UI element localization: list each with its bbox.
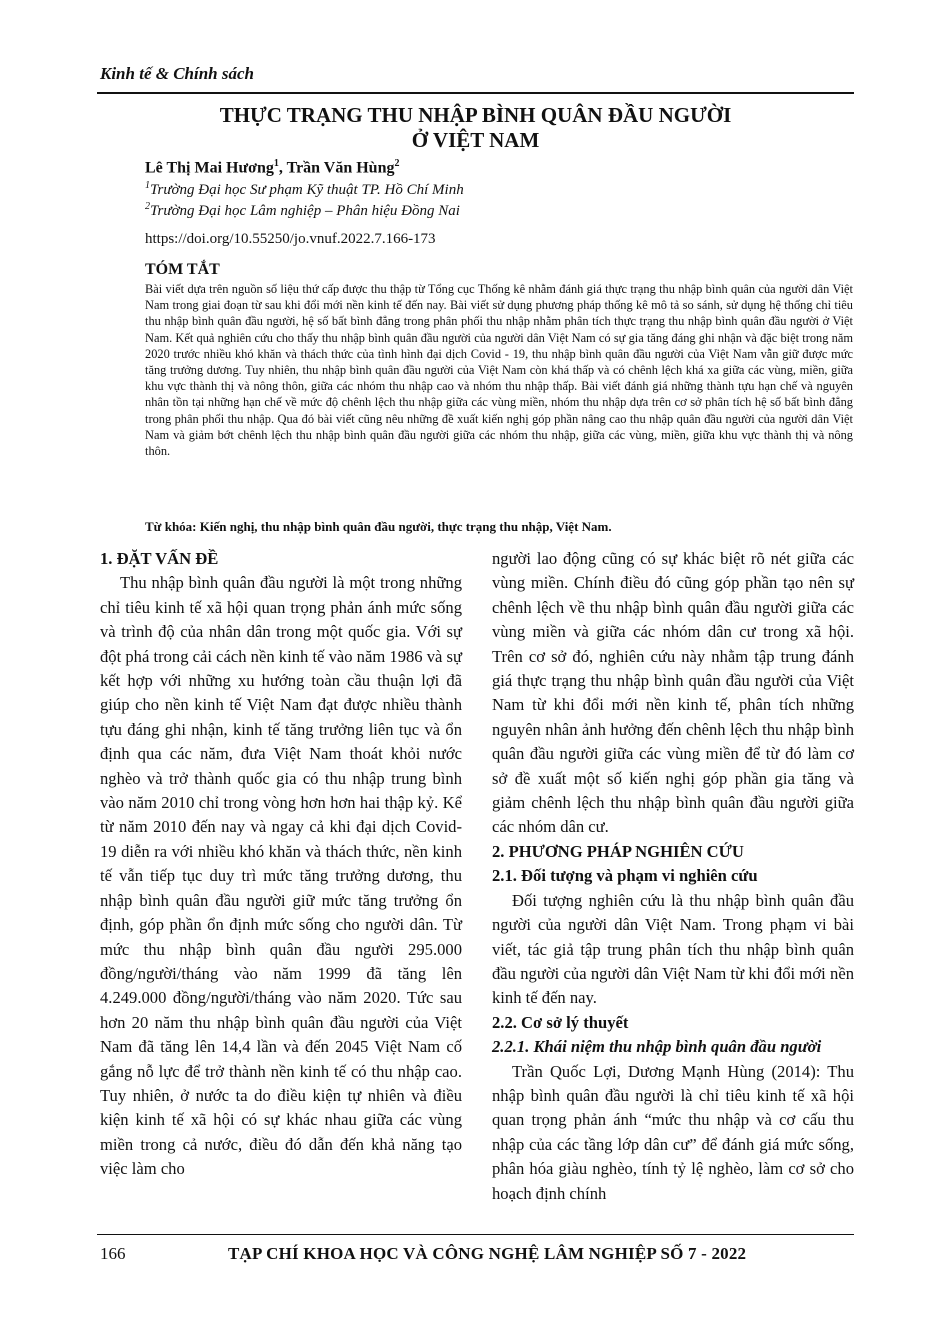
keywords: Từ khóa: Kiến nghị, thu nhập bình quân đầu người, thực trạng thu nhập, Việt Nam. (145, 519, 612, 534)
section-1-paragraph-1: Thu nhập bình quân đầu người là một trong những chỉ tiêu kinh tế xã hội quan trọng phản ánh mức sống và trình độ của nhân dân trong một quốc gia. Với sự đột phá trong cải cách nền kinh tế vào năm 1986 và sự kết hợp với những xu hướng toàn cầu thuận lợi đã giúp cho nền kinh tế Việt Nam đạt được nhiều thành tựu đáng ghi nhận, kinh tế tăng trưởng liên tục và ổn định qua các năm, đưa Việt Nam thoát khỏi nước nghèo và trở thành quốc gia có thu nhập trung bình vào năm 2010 chỉ trong vòng hơn hơn hai thập kỷ. Kể từ năm 2010 đến nay và ngay cả khi đại dịch Covid-19 diễn ra với nhiều khó khăn và thách thức, nền kinh tế vẫn tiếp tục duy trì mức tăng trưởng dương, thu nhập bình quân đầu người giữ mức tăng trưởng ổn định, góp phần ổn định mức sống cho người dân. Từ mức thu nhập bình quân đầu người 295.000 đồng/người/tháng vào năm 1999 đã tăng lên 4.249.000 đồng/người/tháng vào năm 2020. Tức sau hơn 20 năm thu nhập bình quân đầu người của Việt Nam đã tăng lên 14,4 lần và đến 2045 Việt Nam cố gắng nỗ lực để trở thành nền kinh tế có thu nhập cao. Tuy nhiên, ở nước ta do điều kiện tự nhiên và điều kiện kinh tế xã hội có sự khác nhau giữa các vùng miền trong cả nước, điều đó dẫn đến khả năng tạo việc làm cho (100, 573, 462, 1179)
header-rule (97, 92, 854, 94)
section-2-heading: 2. PHƯƠNG PHÁP NGHIÊN CỨU (492, 841, 744, 861)
authors (145, 158, 399, 177)
section-2-2-heading: 2.2. Cơ sở lý thuyết (492, 1012, 629, 1032)
abstract-heading: TÓM TẮT (145, 261, 220, 278)
left-column (100, 547, 462, 1182)
affiliation-1-text: Trường Đại học Sư phạm Kỹ thuật TP. Hồ Chí Minh (150, 182, 464, 198)
title-line-1: THỰC TRẠNG THU NHẬP BÌNH QUÂN ĐẦU NGƯỜI (219, 103, 732, 127)
footer-rule (97, 1234, 854, 1235)
right-column (492, 547, 854, 1206)
section-2-2-1-heading: 2.2.1. Khái niệm thu nhập bình quân đầu người (492, 1037, 822, 1057)
affiliation-2-mark: 2 (145, 201, 150, 212)
affiliation-1 (145, 180, 464, 199)
page-number: 166 (100, 1244, 126, 1263)
section-1-heading: 1. ĐẶT VẤN ĐỀ (100, 549, 219, 568)
doi-link[interactable]: https://doi.org/10.55250/jo.vnuf.2022.7.166-173 (145, 231, 436, 247)
author-separator: , (278, 159, 287, 177)
section-1-paragraph-1-continued: người lao động cũng có sự khác biệt rõ nét giữa các vùng miền. Chính điều đó cũng góp phần tạo nên sự chênh lệch về thu nhập bình quân đầu người giữa các vùng miền và giữa các nhóm dân cư trong xã hội. Trên cơ sở đó, nghiên cứu này nhằm tập trung đánh giá thực trạng thu nhập bình quân đầu người của Việt Nam từ khi đổi mới nền kinh tế, phân tích những nguyên nhân ảnh hưởng đến chênh lệch thu nhập bình quân đầu người giữa các vùng miền để từ đó làm cơ sở đề xuất một số kiến nghị góp phần gia tăng và giảm chênh lệch thu nhập bình quân đầu người giữa các nhóm dân cư. (492, 549, 854, 837)
article-title (97, 103, 854, 153)
author-2: Trần Văn Hùng (286, 159, 395, 177)
title-line-2: Ở VIỆT NAM (411, 128, 540, 152)
journal-name: TẠP CHÍ KHOA HỌC VÀ CÔNG NGHỆ LÂM NGHIỆP SỐ 7 - 2022 (228, 1244, 747, 1263)
affiliation-2 (145, 201, 460, 220)
abstract-text: Bài viết dựa trên nguồn số liệu thứ cấp được thu thập từ Tổng cục Thống kê nhằm đánh giá thực trạng thu nhập bình quân của người dân Việt Nam trong giai đoạn từ sau khi đổi mới nền kinh tế đến nay. Bài viết sử dụng phương pháp thống kê mô tả so sánh, sử dụng hệ thống chỉ tiêu thu nhập bình quân đầu người, hệ số bất bình đẳng trong phân phối thu nhập nhằm phân tích thực trạng thu nhập bình quân đầu người ở Việt Nam. Kết quả nghiên cứu cho thấy thu nhập bình quân đầu người của người dân Việt Nam có sự gia tăng đáng ghi nhận và đặc biệt trong năm 2020 trước nhiều khó khăn và thách thức của tình hình đại dịch Covid - 19, thu nhập bình quân đầu người của Việt Nam vẫn giữ được mức tăng trưởng dương. Tuy nhiên, thu nhập bình quân đầu người của Việt Nam còn khá thấp và có chênh lệch khá xa giữa các vùng, miền, giữa khu vực thành thị và nông thôn, giữa các nhóm thu nhập cao và nhóm thu nhập thấp. Bài viết đánh giá những thành tựu hạn chế và nguyên nhân tồn tại những hạn chế về mức độ chênh lệch thu nhập giữa các vùng miền, nhóm thu nhập dựa trên cơ sở phân tích hệ số bất bình đẳng trong phân phối thu nhập. Qua đó bài viết cũng nêu những đề xuất kiến nghị góp phần nâng cao thu nhập quân đầu người của người dân Việt Nam và giảm bớt chênh lệch thu nhập bình quân đầu người giữa các nhóm thu nhập, giữa các vùng, miền, giữa khu vực thành thị và nông thôn. (145, 282, 853, 459)
author-1: Lê Thị Mai Hương (145, 159, 274, 177)
affiliation-1-mark: 1 (145, 180, 150, 191)
section-2-1-heading: 2.1. Đối tượng và phạm vi nghiên cứu (492, 866, 758, 886)
section-2-1-paragraph: Đối tượng nghiên cứu là thu nhập bình quân đầu người của người dân Việt Nam. Trong phạm vi bài viết, tác giả tập trung phân tích thu nhập bình quân đầu người của người dân Việt Nam từ khi đổi mới nền kinh tế đến nay. (492, 890, 854, 1008)
author-1-affiliation-mark: 1 (273, 158, 279, 169)
section-2-2-1-paragraph: Trần Quốc Lợi, Dương Mạnh Hùng (2014): Thu nhập bình quân đầu người là chỉ tiêu kinh tế xã hội quan trọng phản ánh “mức thu nhập và cơ cấu thu nhập của các tầng lớp dân cư” để đánh giá mức sống, phân hóa giàu nghèo, tính tỷ lệ nghèo, làm cơ sở cho hoạch định chính (492, 1061, 854, 1203)
affiliation-2-text: Trường Đại học Lâm nghiệp – Phân hiệu Đồng Nai (150, 203, 460, 219)
author-2-affiliation-mark: 2 (394, 158, 400, 169)
section-tag: Kinh tế & Chính sách (100, 64, 255, 83)
